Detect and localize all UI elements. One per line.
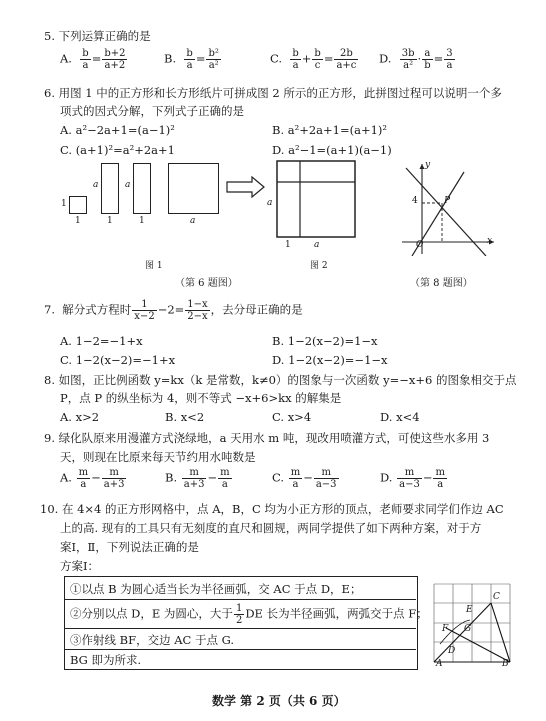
fig2-label-a-left: a bbox=[267, 198, 273, 208]
q10-plan-label: 方案Ⅰ： bbox=[60, 559, 100, 573]
q5-stem: 5. 下列运算正确的是 bbox=[44, 29, 151, 43]
plan-1-step-4: BG 即为所求. bbox=[70, 653, 142, 667]
q9-stem-line2: 天，则现在比原来每天节约用水吨数是 bbox=[60, 450, 256, 464]
fig1-label-1-r2: 1 bbox=[139, 216, 145, 226]
q8-option-a: A. x>2 bbox=[60, 410, 100, 424]
q8-stem-line1: 8. 如图，正比例函数 y=kx（k 是常数，k≠0）的图象与一次函数 y=−x+6 的图象相交于点 bbox=[44, 373, 517, 387]
fig1-label-1-bottom: 1 bbox=[75, 216, 81, 226]
fig1-caption: 图 1 bbox=[145, 261, 163, 271]
q9-option-d: D. $\frac{m}{a-3}$ − $\frac{m}{a}$ bbox=[380, 467, 445, 490]
fig1-label-1-r1: 1 bbox=[107, 216, 113, 226]
fig8-label-p: P bbox=[444, 196, 451, 206]
q10-point-b: B bbox=[502, 659, 509, 669]
plan-1-divider-3 bbox=[64, 649, 416, 650]
fig1-label-a-1: a bbox=[93, 180, 99, 190]
arrow-icon bbox=[226, 176, 266, 198]
plan-1-divider-1 bbox=[64, 599, 416, 600]
fig2-label-1-bottom: 1 bbox=[285, 240, 291, 250]
q10-point-g: G bbox=[464, 624, 472, 634]
fig2-label-a-bottom: a bbox=[314, 240, 320, 250]
fig1-rect-1 bbox=[101, 163, 119, 214]
q10-point-e: E bbox=[466, 605, 473, 615]
q6-option-c: C. (a+1)²=a²+2a+1 bbox=[60, 143, 175, 157]
fig2-composite-square bbox=[276, 160, 356, 238]
q10-point-d: D bbox=[448, 646, 456, 656]
q10-stem-line2: 上的高. 现有的工具只有无刻度的直尺和圆规，两同学提供了如下两种方案，对于方 bbox=[60, 521, 482, 535]
q10-stem-line3: 案Ⅰ，Ⅱ，下列说法正确的是 bbox=[60, 540, 199, 554]
fig2-caption: 图 2 bbox=[310, 261, 328, 271]
q10-stem-line1: 10. 在 4×4 的正方形网格中，点 A，B，C 均为小正方形的顶点，老师要求同学们作边 AC bbox=[40, 502, 504, 516]
plan-1-divider-2 bbox=[64, 628, 416, 629]
q9-option-b: B. $\frac{m}{a+3}$ − $\frac{m}{a}$ bbox=[165, 467, 230, 490]
fig8-graph bbox=[398, 160, 498, 256]
q7-stem: 7. 解分式方程时 $\frac{1}{x-2}$ −2= $\frac{1-x}{2-x}$ ，去分母正确的是 bbox=[44, 299, 303, 322]
q7-option-b: B. 1−2(x−2)=1−x bbox=[272, 334, 378, 348]
fig8-label-o: O bbox=[416, 240, 424, 250]
fig8-label-4: 4 bbox=[412, 196, 418, 206]
q6-option-a: A. a²−2a+1=(a−1)² bbox=[60, 123, 175, 137]
plan-1-step-3: ③作射线 BF，交边 AC 于点 G. bbox=[70, 633, 235, 647]
q7-option-d: D. 1−2(x−2)=−1−x bbox=[272, 353, 388, 367]
q8-stem-line2: P，点 P 的纵坐标为 4，则不等式 −x+6>kx 的解集是 bbox=[60, 391, 342, 405]
q10-point-c: C bbox=[493, 592, 500, 602]
fig8-caption: （第 8 题图） bbox=[410, 278, 473, 289]
q5-option-d: D. $\frac{3b}{\text{a²}}$ · $\frac{a}{b}$ = $\frac{3}{a}$ bbox=[379, 48, 453, 71]
q6-stem-line1: 6. 用图 1 中的正方形和长方形纸片可拼成图 2 所示的正方形，此拼图过程可以说明一个多 bbox=[44, 86, 502, 100]
q5-option-a: A. $\frac{b}{a}$ = $\frac{b+2}{a+2}$ bbox=[60, 48, 126, 71]
plan-1-step-1: ①以点 B 为圆心适当长为半径画弧，交 AC 于点 D，E； bbox=[70, 582, 362, 596]
q8-option-d: D. x<4 bbox=[380, 410, 420, 424]
fig1-large-square bbox=[168, 163, 219, 214]
fig1-label-1: 1 bbox=[61, 199, 67, 209]
q6-option-b: B. a²+2a+1=(a+1)² bbox=[272, 123, 388, 137]
q9-option-a: A. $\frac{m}{a}$ − $\frac{m}{a+3}$ bbox=[60, 467, 125, 490]
page-footer: 数学 第 2 页（共 6 页） bbox=[212, 694, 346, 708]
fig1-rect-2 bbox=[133, 163, 151, 214]
fig6-caption: （第 6 题图） bbox=[175, 278, 238, 289]
fig1-small-square bbox=[69, 196, 87, 214]
fig8-label-x: x bbox=[487, 236, 493, 246]
q5-option-c: C. $\frac{b}{a}$ + $\frac{b}{c}$ = $\frac{2b}{a+c}$ bbox=[270, 48, 357, 71]
q8-option-c: C. x>4 bbox=[272, 410, 312, 424]
fig1-label-a-2: a bbox=[125, 180, 131, 190]
q6-stem-line2: 项式的因式分解，下列式子正确的是 bbox=[60, 104, 244, 118]
q9-stem-line1: 9. 绿化队原来用漫灌方式浇绿地，a 天用水 m 吨，现改用喷灌方式，可使这些水多用 3 bbox=[44, 431, 490, 445]
q9-option-c: C. $\frac{m}{a}$ − $\frac{m}{a-3}$ bbox=[272, 467, 337, 490]
q8-option-b: B. x<2 bbox=[165, 410, 205, 424]
q10-point-f: F bbox=[442, 624, 449, 634]
plan-1-step-2: ②分别以点 D，E 为圆心，大于 $\frac{1}{2}$ DE 长为半径画弧，两弧交于点 F； bbox=[70, 603, 428, 626]
q7-option-c: C. 1−2(x−2)=−1+x bbox=[60, 353, 176, 367]
fig1-label-a-3: a bbox=[190, 216, 196, 226]
q6-option-d: D. a²−1=(a+1)(a−1) bbox=[272, 143, 392, 157]
q10-point-a: A bbox=[436, 659, 443, 669]
q7-option-a: A. 1−2=−1+x bbox=[60, 334, 143, 348]
fig8-label-y: y bbox=[425, 160, 431, 170]
q5-option-b: B. $\frac{b}{a}$ = $\frac{\text{b²}}{\text{a²}}$ bbox=[164, 48, 219, 71]
